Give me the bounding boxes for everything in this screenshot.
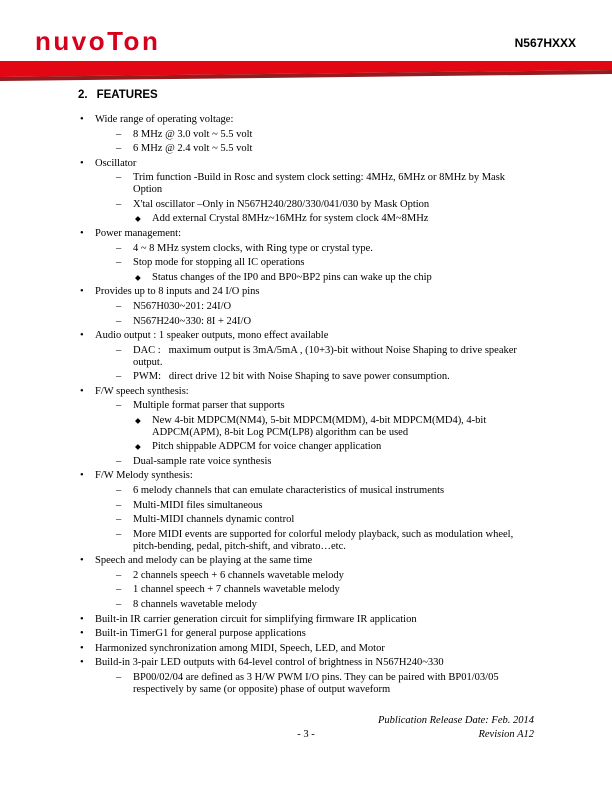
feature-text: Built-in TimerG1 for general purpose applications <box>95 628 306 640</box>
dash-marker: – <box>116 528 122 540</box>
bullet-marker: • <box>80 114 84 125</box>
diamond-marker: ◆ <box>135 415 141 425</box>
feature-text: More MIDI events are supported for colorful melody playback, such as modulation wheel, pitch-bending, pedal, pitch-shift, and vibrato…etc. <box>133 528 516 552</box>
feature-item <box>78 386 534 398</box>
feature-text: Multi-MIDI files simultaneous <box>133 499 263 511</box>
dash-marker: – <box>116 400 122 412</box>
feature-text: 8 channels wavetable melody <box>133 599 257 610</box>
feature-item <box>78 371 534 383</box>
feature-item <box>78 628 534 640</box>
feature-item <box>78 114 534 126</box>
feature-item <box>78 441 534 453</box>
diamond-marker: ◆ <box>135 272 141 282</box>
feature-text: 2 channels speech + 6 channels wavetable melody <box>133 569 344 581</box>
feature-item <box>78 172 534 196</box>
feature-item <box>78 272 534 284</box>
section-number: 2. <box>78 89 88 101</box>
dash-marker: – <box>116 198 122 210</box>
dash-marker: – <box>116 485 122 497</box>
dash-marker: – <box>116 172 122 184</box>
feature-text: Power management: <box>95 227 182 239</box>
bullet-marker: • <box>80 555 84 567</box>
feature-text: Provides up to 8 inputs and 24 I/O pins <box>95 286 260 298</box>
feature-item <box>78 555 534 567</box>
dash-marker: – <box>116 143 122 155</box>
feature-item <box>78 672 534 696</box>
feature-text: Harmonized synchronization among MIDI, Speech, LED, and Motor <box>95 642 385 654</box>
feature-text: Trim function -Build in Rosc and system clock setting: 4MHz, 6MHz or 8MHz by Mask Option <box>133 172 508 196</box>
feature-text: Speech and melody can be playing at the same time <box>95 555 313 567</box>
dash-marker: – <box>116 242 122 254</box>
feature-text: Wide range of operating voltage: <box>95 114 234 125</box>
content-area <box>78 89 534 698</box>
dash-marker: – <box>116 599 122 610</box>
feature-item <box>78 243 534 255</box>
feature-text: Oscillator <box>95 157 137 169</box>
dash-marker: – <box>116 584 122 596</box>
feature-text: 4 ~ 8 MHz system clocks, with Ring type or crystal type. <box>133 242 373 254</box>
feature-text: DAC : maximum output is 3mA/5mA , (10+3)-bit without Noise Shaping to drive speaker output. <box>133 344 520 368</box>
dash-marker: – <box>116 315 122 327</box>
feature-text: X'tal oscillator –Only in N567H240/280/330/041/030 by Mask Option <box>133 198 430 210</box>
feature-item <box>78 400 534 412</box>
feature-item <box>78 657 534 669</box>
feature-item <box>78 485 534 497</box>
dash-marker: – <box>116 371 122 383</box>
page-header <box>35 28 576 54</box>
feature-item <box>78 570 534 582</box>
bullet-marker: • <box>80 330 84 342</box>
feature-item <box>78 129 534 141</box>
bullet-marker: • <box>80 642 84 654</box>
feature-item <box>78 584 534 596</box>
feature-item <box>78 158 534 170</box>
feature-item <box>78 143 534 155</box>
feature-text: Built-in IR carrier generation circuit for simplifying firmware IR application <box>95 613 417 625</box>
feature-text: Multiple format parser that supports <box>133 400 285 412</box>
bullet-marker: • <box>80 657 84 669</box>
diamond-marker: ◆ <box>135 442 141 452</box>
publication-date: Publication Release Date: Feb. 2014 <box>378 714 534 726</box>
feature-item <box>78 529 534 553</box>
feature-text: PWM: direct drive 12 bit with Noise Shaping to save power consumption. <box>133 371 450 383</box>
footer-row <box>78 729 534 742</box>
feature-item <box>78 199 534 211</box>
feature-item <box>78 643 534 655</box>
dash-marker: – <box>116 569 122 581</box>
feature-text: 6 MHz @ 2.4 volt ~ 5.5 volt <box>133 143 253 155</box>
header-ribbon <box>0 60 612 81</box>
feature-text: 1 channel speech + 7 channels wavetable melody <box>133 584 340 596</box>
dash-marker: – <box>116 455 122 467</box>
feature-item <box>78 330 534 342</box>
feature-item <box>78 345 534 369</box>
bullet-marker: • <box>80 286 84 298</box>
feature-text: BP00/02/04 are defined as 3 H/W PWM I/O pins. They can be paired with BP01/03/05 respectively by same (or opposite) phase of output waveform <box>133 671 502 695</box>
feature-text: Build-in 3-pair LED outputs with 64-level control of brightness in N567H240~330 <box>95 657 444 669</box>
feature-text: F/W speech synthesis: <box>95 385 189 397</box>
bullet-marker: • <box>80 227 84 239</box>
dash-marker: – <box>116 257 122 269</box>
feature-text: Pitch shippable ADPCM for voice changer application <box>152 441 382 453</box>
bullet-marker: • <box>80 470 84 482</box>
feature-item <box>78 614 534 626</box>
feature-item <box>78 301 534 313</box>
dash-marker: – <box>116 300 122 312</box>
feature-item <box>78 257 534 269</box>
feature-text: 6 melody channels that can emulate characteristics of musical instruments <box>133 485 445 497</box>
features-list <box>78 114 534 696</box>
feature-item <box>78 213 534 225</box>
dash-marker: – <box>116 344 122 356</box>
bullet-marker: • <box>80 628 84 640</box>
section-title: FEATURES <box>96 89 158 101</box>
page-number: - 3 - <box>297 729 315 740</box>
dash-marker: – <box>116 499 122 511</box>
revision-label: Revision A12 <box>478 729 534 740</box>
feature-text: Stop mode for stopping all IC operations <box>133 257 305 269</box>
feature-text: F/W Melody synthesis: <box>95 470 193 482</box>
feature-text: Audio output : 1 speaker outputs, mono effect available <box>95 330 329 342</box>
bullet-marker: • <box>80 385 84 397</box>
feature-item <box>78 228 534 240</box>
feature-text: Dual-sample rate voice synthesis <box>133 455 272 467</box>
dash-marker: – <box>116 514 122 526</box>
bullet-marker: • <box>80 157 84 169</box>
feature-text: N567H240~330: 8I + 24I/O <box>133 315 252 327</box>
part-number: N567HXXX <box>514 36 576 50</box>
feature-text: N567H030~201: 24I/O <box>133 300 232 312</box>
feature-item <box>78 456 534 468</box>
feature-item <box>78 316 534 328</box>
dash-marker: – <box>116 671 122 683</box>
diamond-marker: ◆ <box>135 214 141 224</box>
feature-item <box>78 599 534 611</box>
feature-item <box>78 514 534 526</box>
feature-text: Multi-MIDI channels dynamic control <box>133 514 295 526</box>
feature-text: New 4-bit MDPCM(NM4), 5-bit MDPCM(MDM), 4-bit MDPCM(MD4), 4-bit ADPCM(APM), 8-bit Log PCM(LP8) algorithm can be used <box>152 414 489 438</box>
page-footer <box>78 715 534 743</box>
nuvoton-logo: nuvoTon <box>35 26 161 56</box>
dash-marker: – <box>116 128 122 140</box>
feature-item <box>78 470 534 482</box>
feature-item <box>78 500 534 512</box>
bullet-marker: • <box>80 613 84 625</box>
feature-item <box>78 286 534 298</box>
section-heading <box>78 89 534 101</box>
feature-text: Status changes of the IP0 and BP0~BP2 pins can wake up the chip <box>152 271 432 283</box>
feature-item <box>78 415 534 439</box>
feature-text: Add external Crystal 8MHz~16MHz for system clock 4M~8MHz <box>152 213 429 225</box>
feature-text: 8 MHz @ 3.0 volt ~ 5.5 volt <box>133 128 253 140</box>
